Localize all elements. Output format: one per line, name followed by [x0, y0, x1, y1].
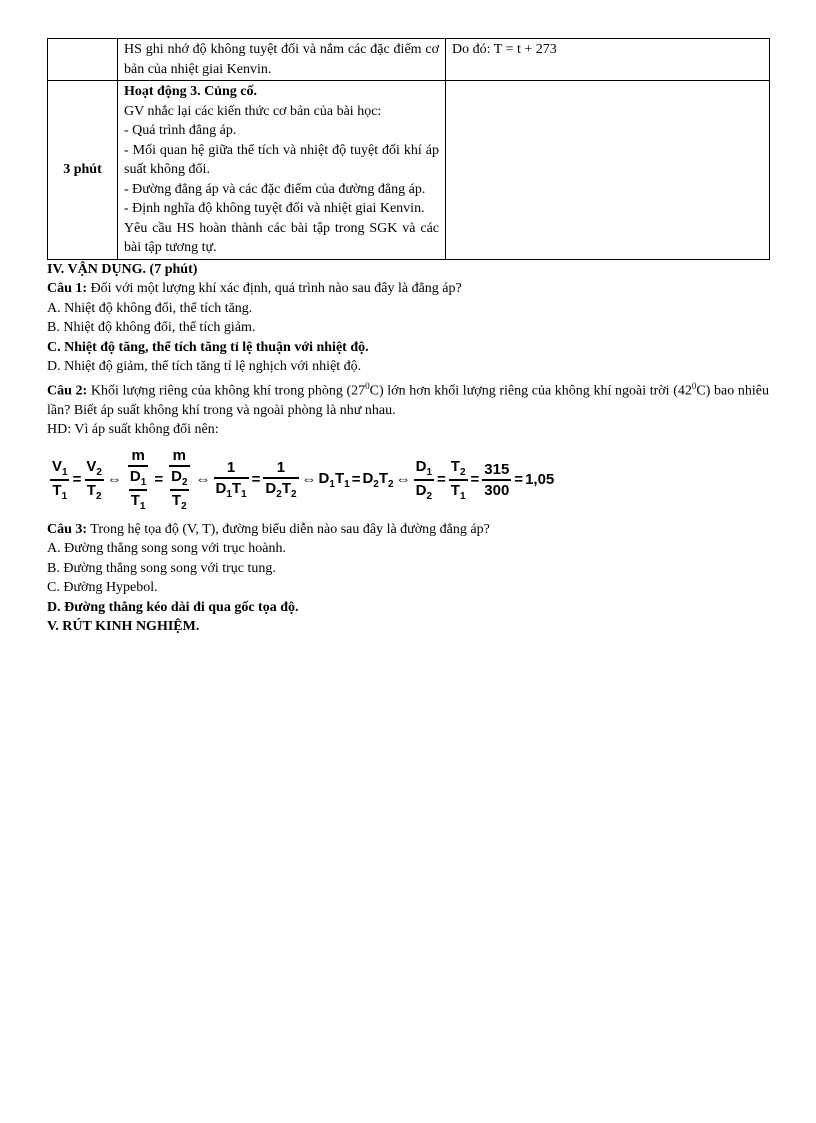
fraction: $\frac{V_1}{T_1}$: [52, 457, 68, 502]
content-cell: [446, 81, 770, 260]
question-label: Câu 2:: [47, 383, 88, 399]
answer-option: C. Đường Hypebol.: [47, 580, 158, 596]
content-cell: Do đó: T = t + 273: [446, 39, 770, 81]
question-text: Đối với một lượng khí xác định, quá trình nào sau đây là đẳng áp?: [87, 281, 462, 296]
answer-option: D. Nhiệt độ giảm, thể tích tăng tỉ lệ nghịch với nhiệt độ.: [47, 359, 362, 374]
time-cell: 3 phút: [48, 81, 118, 260]
question-label: Câu 3:: [47, 521, 88, 537]
formula-result: 1,05: [525, 471, 555, 489]
fraction: $\frac{V_2}{T_2}$: [86, 457, 102, 502]
student-activity-cell: HS ghi nhớ độ không tuyệt đối và nắm các đặc điểm cơ bản của nhiệt giai Kenvin.: [118, 39, 446, 81]
activity-line: Yêu cầu HS hoàn thành các bài tập trong SGK và các bài tập tương tự.: [124, 220, 439, 255]
fraction: $\frac{\frac{m}{D_2}}{T_2}$: [171, 447, 188, 513]
teacher-activity-cell: [118, 81, 446, 260]
document-page: [47, 38, 769, 637]
time-cell: [48, 39, 118, 81]
fraction: $\frac{1}{D_2T_2}$: [265, 459, 297, 501]
table-row: [48, 81, 770, 260]
question-2: [47, 377, 769, 421]
answer-option: B. Đường thẳng song song với trục tung.: [47, 560, 276, 576]
formula: $\frac{V_1}{T_1}$ = $\frac{V_2}{T_2}$ ⇔ $\frac{\frac{m}{D_1}}{T_1}$ = $\frac{\frac{m}{D_2}}{T_2}$ ⇔ $\frac{1}{D_1T_1}$ = $\frac{1}{D_2T_2}$ ⇔ $D_1T_1$ = $D_2T_2$ ⇔ $\frac{D_1}{D_2}$ = $\frac{T_2}{T_1}$ = $\frac{315}{300}$ = 1,05: [52, 447, 555, 513]
question-text: C) bao nhiêu lần? Biết áp suất không khí trong và ngoài phòng là như nhau.: [47, 383, 769, 418]
answer-option: A. Đường thẳng song song với trục hoành.: [47, 541, 286, 557]
answer-option: A. Nhiệt độ không đổi, thể tích tăng.: [47, 300, 253, 316]
fraction: $\frac{T_2}{T_1}$: [450, 457, 466, 502]
formula-term: $D_1T_1$: [318, 469, 350, 490]
question-1: [47, 279, 769, 299]
question-text: Khối lượng riêng của không khí trong phòng (27: [87, 383, 366, 399]
activity-line: - Mối quan hệ giữa thể tích và nhiệt độ tuyệt đối khí áp suất không đổi.: [124, 142, 439, 177]
question-3: [47, 520, 769, 540]
superscript: 0: [691, 380, 697, 391]
question-text: C) lớn hơn khối lượng riêng của không khí ngoài trời (42: [369, 383, 692, 399]
fraction: $\frac{315}{300}$: [484, 460, 510, 499]
answer-option: B. Nhiệt độ không đổi, thể tích giảm.: [47, 320, 256, 335]
fraction: $\frac{1}{D_1T_1}$: [215, 459, 247, 501]
question-text: Trong hệ tọa độ (V, T), đường biểu diễn nào sau đây là đường đẳng áp?: [87, 521, 490, 537]
answer-option-correct: D. Đường thẳng kéo dài đi qua gốc tọa độ.: [47, 599, 299, 615]
fraction: $\frac{\frac{m}{D_1}}{T_1}$: [129, 447, 147, 513]
section-title: IV. VẬN DỤNG. (7 phút): [47, 261, 198, 277]
activity-line: - Quá trình đẳng áp.: [124, 123, 237, 138]
section-title: V. RÚT KINH NGHIỆM.: [47, 619, 200, 635]
hint-text: HD: Vì áp suất không đổi nên:: [47, 422, 219, 438]
fraction: $\frac{D_1}{D_2}$: [415, 457, 432, 502]
activity-line: - Định nghĩa độ không tuyệt đối và nhiệt giai Kenvin.: [124, 201, 425, 216]
activity-line: GV nhắc lại các kiến thức cơ bản của bài học:: [124, 103, 382, 119]
superscript: 0: [365, 380, 370, 391]
table-row: [48, 39, 770, 81]
lesson-table: [47, 38, 770, 260]
answer-option-correct: C. Nhiệt độ tăng, thể tích tăng tỉ lệ thuận với nhiệt độ.: [47, 339, 369, 355]
activity-heading: Hoạt động 3. Củng cố.: [124, 84, 258, 99]
activity-line: - Đường đẳng áp và các đặc điểm của đường đẳng áp.: [124, 181, 426, 197]
formula-term: $D_2T_2$: [362, 469, 394, 490]
question-label: Câu 1:: [47, 281, 88, 296]
